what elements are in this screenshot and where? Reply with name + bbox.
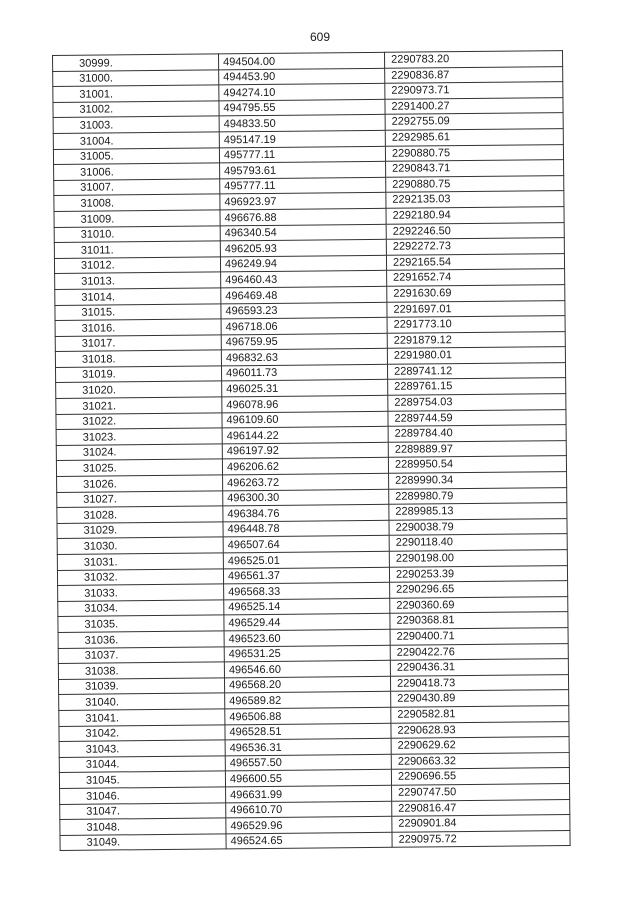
point-id-cell: 31012. [54,257,220,274]
point-id-cell: 31025. [56,459,222,476]
point-id-cell: 31015. [55,303,221,320]
y-coordinate-cell: 2290973.71 [385,82,563,99]
y-coordinate-cell: 2291697.01 [387,300,565,317]
point-id-cell: 31013. [55,272,221,289]
y-coordinate-cell: 2290901.84 [392,815,570,832]
x-coordinate-cell: 496546.60 [224,660,390,677]
y-coordinate-cell: 2292180.94 [386,207,564,224]
y-coordinate-cell: 2291980.01 [387,347,565,364]
point-id-cell: 31010. [54,225,220,242]
x-coordinate-cell: 496025.31 [222,380,388,397]
point-id-cell: 31044. [59,756,225,773]
x-coordinate-cell: 496469.48 [221,286,387,303]
x-coordinate-cell: 496631.99 [226,785,392,802]
y-coordinate-cell: 2290296.65 [390,581,568,598]
y-coordinate-cell: 2292985.61 [385,129,563,146]
point-id-cell: 31001. [53,85,219,102]
point-id-cell: 31009. [54,210,220,227]
point-id-cell: 31038. [58,662,224,679]
x-coordinate-cell: 496557.50 [225,754,391,771]
x-coordinate-cell: 496718.06 [221,317,387,334]
page-number: 609 [309,30,331,44]
y-coordinate-cell: 2292246.50 [386,222,564,239]
y-coordinate-cell: 2290198.00 [389,550,567,567]
point-id-cell: 31030. [57,537,223,554]
x-coordinate-cell: 495777.11 [219,146,385,163]
x-coordinate-cell: 495147.19 [219,130,385,147]
y-coordinate-cell: 2290422.76 [390,643,568,660]
point-id-cell: 31024. [56,444,222,461]
x-coordinate-cell: 496109.60 [222,411,388,428]
y-coordinate-cell: 2290368.81 [390,612,568,629]
y-coordinate-cell: 2290430.89 [391,690,569,707]
coordinates-table-container [52,50,579,849]
point-id-cell: 31007. [54,179,220,196]
point-id-cell: 31023. [56,428,222,445]
y-coordinate-cell: 2291400.27 [385,97,563,114]
x-coordinate-cell: 494795.55 [219,99,385,116]
x-coordinate-cell: 496460.43 [221,271,387,288]
y-coordinate-cell: 2290747.50 [392,783,570,800]
x-coordinate-cell: 496507.64 [223,536,389,553]
y-coordinate-cell: 2290038.79 [389,518,567,535]
x-coordinate-cell: 496759.95 [221,333,387,350]
y-coordinate-cell: 2291652.74 [387,269,565,286]
point-id-cell: 31017. [55,335,221,352]
point-id-cell: 31041. [59,709,225,726]
point-id-cell: 31042. [59,724,225,741]
y-coordinate-cell: 2290629.62 [391,737,569,754]
y-coordinate-cell: 2290400.71 [390,628,568,645]
y-coordinate-cell: 2290418.73 [390,674,568,691]
point-id-cell: 31011. [54,241,220,258]
y-coordinate-cell: 2291773.10 [387,316,565,333]
y-coordinate-cell: 2289985.13 [389,503,567,520]
point-id-cell: 30999. [53,54,219,71]
point-id-cell: 31027. [57,491,223,508]
point-id-cell: 31029. [57,522,223,539]
y-coordinate-cell: 2290582.81 [391,706,569,723]
x-coordinate-cell: 496593.23 [221,302,387,319]
point-id-cell: 31032. [57,568,223,585]
y-coordinate-cell: 2292755.09 [385,113,563,130]
x-coordinate-cell: 496249.94 [220,255,386,272]
y-coordinate-cell: 2289741.12 [387,362,565,379]
x-coordinate-cell: 496528.51 [225,723,391,740]
point-id-cell: 31048. [60,818,226,835]
x-coordinate-cell: 496525.01 [223,551,389,568]
y-coordinate-cell: 2290816.47 [392,799,570,816]
y-coordinate-cell: 2290360.69 [390,596,568,613]
point-id-cell: 31043. [59,740,225,757]
y-coordinate-cell: 2289889.97 [388,440,566,457]
x-coordinate-cell: 496531.25 [224,645,390,662]
y-coordinate-cell: 2292165.54 [386,253,564,270]
x-coordinate-cell: 494833.50 [219,115,385,132]
y-coordinate-cell: 2289744.59 [388,409,566,426]
x-coordinate-cell: 496524.65 [226,832,392,849]
point-id-cell: 31000. [53,69,219,86]
point-id-cell: 31037. [58,646,224,663]
y-coordinate-cell: 2290880.75 [386,175,564,192]
y-coordinate-cell: 2290118.40 [389,534,567,551]
point-id-cell: 31045. [59,771,225,788]
x-coordinate-cell: 496589.82 [225,692,391,709]
x-coordinate-cell: 496561.37 [223,567,389,584]
x-coordinate-cell: 496078.96 [222,395,388,412]
point-id-cell: 31008. [54,194,220,211]
x-coordinate-cell: 496676.88 [220,208,386,225]
y-coordinate-cell: 2289761.15 [388,378,566,395]
point-id-cell: 31031. [57,553,223,570]
x-coordinate-cell: 496525.14 [224,598,390,615]
y-coordinate-cell: 2289990.34 [389,472,567,489]
point-id-cell: 31004. [53,132,219,149]
point-id-cell: 31006. [54,163,220,180]
x-coordinate-cell: 496529.44 [224,614,390,631]
point-id-cell: 31036. [58,631,224,648]
point-id-cell: 31040. [59,693,225,710]
x-coordinate-cell: 496011.73 [221,364,387,381]
point-id-cell: 31035. [58,615,224,632]
x-coordinate-cell: 494453.90 [219,68,385,85]
x-coordinate-cell: 496568.20 [224,676,390,693]
point-id-cell: 31021. [56,397,222,414]
x-coordinate-cell: 495793.61 [220,161,386,178]
y-coordinate-cell: 2289754.03 [388,394,566,411]
y-coordinate-cell: 2289950.54 [388,456,566,473]
x-coordinate-cell: 496600.55 [225,770,391,787]
x-coordinate-cell: 494274.10 [219,83,385,100]
x-coordinate-cell: 496523.60 [224,629,390,646]
point-id-cell: 31028. [57,506,223,523]
x-coordinate-cell: 496206.62 [222,458,388,475]
y-coordinate-cell: 2290836.87 [385,66,563,83]
x-coordinate-cell: 496384.76 [223,505,389,522]
y-coordinate-cell: 2290436.31 [390,659,568,676]
point-id-cell: 31049. [60,834,226,851]
point-id-cell: 31039. [58,678,224,695]
y-coordinate-cell: 2289980.79 [389,487,567,504]
y-coordinate-cell: 2290880.75 [385,144,563,161]
x-coordinate-cell: 496506.88 [225,707,391,724]
point-id-cell: 31005. [53,147,219,164]
coordinates-table-body [53,51,571,851]
point-id-cell: 31002. [53,101,219,118]
y-coordinate-cell: 2292272.73 [386,238,564,255]
y-coordinate-cell: 2291879.12 [387,331,565,348]
y-coordinate-cell: 2290843.71 [386,160,564,177]
y-coordinate-cell: 2289784.40 [388,425,566,442]
y-coordinate-cell: 2290696.55 [391,768,569,785]
coordinates-table [52,50,571,851]
y-coordinate-cell: 2290975.72 [392,830,570,847]
x-coordinate-cell: 496610.70 [226,801,392,818]
point-id-cell: 31022. [56,413,222,430]
x-coordinate-cell: 496340.54 [220,224,386,241]
point-id-cell: 31003. [53,116,219,133]
point-id-cell: 31046. [60,787,226,804]
x-coordinate-cell: 496144.22 [222,427,388,444]
x-coordinate-cell: 496832.63 [221,349,387,366]
x-coordinate-cell: 494504.00 [218,52,384,69]
y-coordinate-cell: 2290783.20 [384,51,562,68]
point-id-cell: 31019. [55,366,221,383]
y-coordinate-cell: 2290663.32 [391,752,569,769]
y-coordinate-cell: 2290253.39 [389,565,567,582]
y-coordinate-cell: 2291630.69 [387,284,565,301]
x-coordinate-cell: 496923.97 [220,193,386,210]
x-coordinate-cell: 496529.96 [226,816,392,833]
x-coordinate-cell: 496448.78 [223,520,389,537]
point-id-cell: 31014. [55,288,221,305]
point-id-cell: 31033. [58,584,224,601]
point-id-cell: 31016. [55,319,221,336]
point-id-cell: 31034. [58,600,224,617]
x-coordinate-cell: 496205.93 [220,239,386,256]
y-coordinate-cell: 2292135.03 [386,191,564,208]
y-coordinate-cell: 2290628.93 [391,721,569,738]
point-id-cell: 31047. [60,802,226,819]
x-coordinate-cell: 496568.33 [224,582,390,599]
x-coordinate-cell: 496300.30 [223,489,389,506]
x-coordinate-cell: 496197.92 [222,442,388,459]
point-id-cell: 31020. [56,381,222,398]
point-id-cell: 31018. [55,350,221,367]
x-coordinate-cell: 495777.11 [220,177,386,194]
x-coordinate-cell: 496263.72 [223,473,389,490]
point-id-cell: 31026. [57,475,223,492]
x-coordinate-cell: 496536.31 [225,738,391,755]
